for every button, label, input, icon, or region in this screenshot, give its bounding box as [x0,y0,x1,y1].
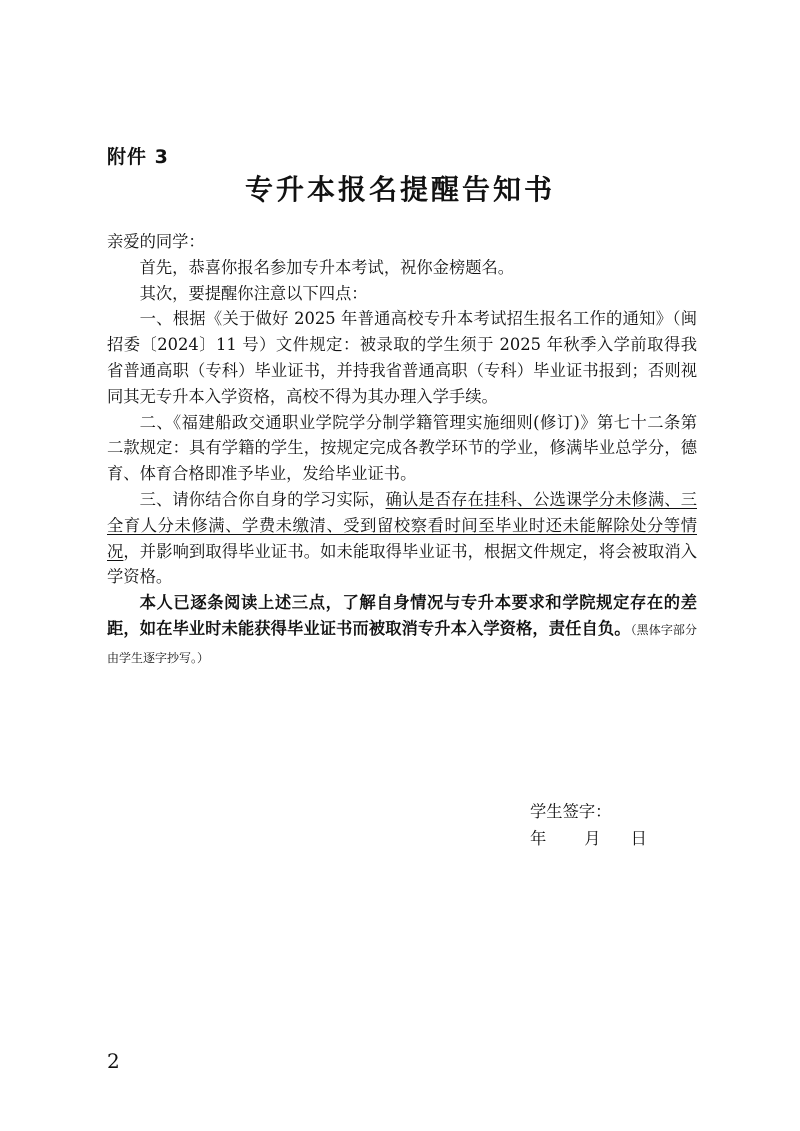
page-title: 专升本报名提醒告知书 [244,173,555,206]
signature-block [530,798,647,852]
point-three-lead: 三、请你结合你自身的学习实际， [139,489,386,509]
signature-label: 学生签字： [530,802,612,821]
page-number: 2 [107,1049,120,1073]
date-year: 年 [530,829,547,848]
point-three-underlined: 确认是否存在挂科、公选课学分未修满、三全育人分未修满、学费未缴清、受到留校察看时间至毕业时还未能解除处分等情况 [107,489,697,561]
letter-body [107,229,697,672]
date-day: 日 [630,829,647,848]
declaration-paragraph [107,590,697,671]
declaration-note: （黑体字部分由学生逐字抄写。） [107,622,697,665]
point-two: 二、《福建船政交通职业学院学分制学籍管理实施细则(修订)》第七十二条第二款规定：具有学籍的学生，按规定完成各教学环节的学业，修满毕业总学分，德育、体育合格即准予毕业，发给毕业证书。 [107,412,697,484]
declaration-text: 本人已逐条阅读上述三点，了解自身情况与专升本要求和学院规定存在的差距，如在毕业时未能获得毕业证书而被取消专升本入学资格，责任自负。 [107,593,697,638]
point-three-tail: ，并影响到取得毕业证书。如未能取得毕业证书，根据文件规定，将会被取消入学资格。 [107,541,697,587]
attachment-label: 附件 3 [107,146,169,168]
date-month: 月 [584,829,601,848]
date-line [530,825,647,852]
point-one: 一、根据《关于做好 2025 年普通高校专升本考试招生报名工作的通知》（闽招委〔2024〕11 号）文件规定：被录取的学生须于 2025 年秋季入学前取得我省普通高职（专科）毕业证书，并持我省普通高职（专科）毕业证书报到；否则视同其无专升本入学资格，高校不得为其办理入学手续。 [107,309,697,406]
paragraph-congratulations: 首先，恭喜你报名参加专升本考试，祝你金榜题名。 [139,257,515,277]
point-three [107,487,697,590]
greeting: 亲爱的同学： [107,232,205,251]
paragraph-reminder-intro: 其次，要提醒你注意以下四点： [139,283,368,303]
